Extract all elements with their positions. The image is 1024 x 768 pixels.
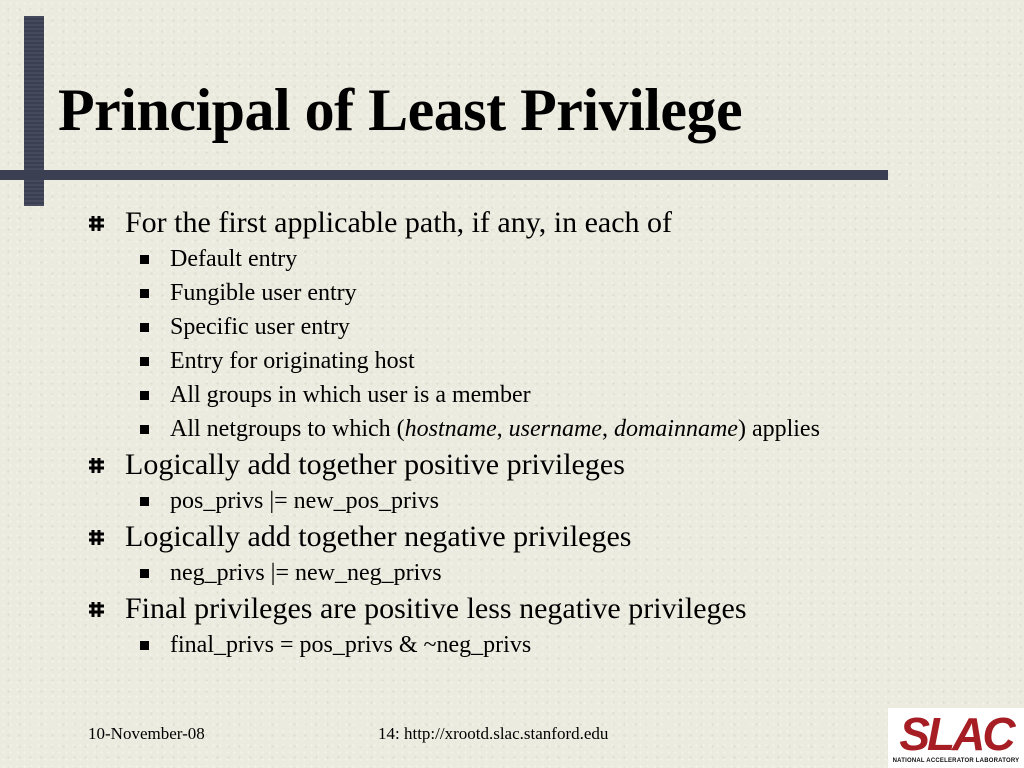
text-segment: , xyxy=(496,416,509,442)
italic-text: domainname xyxy=(613,416,738,442)
title-accent-horizontal-bar xyxy=(0,170,888,180)
logo-text: SLAC xyxy=(899,708,1013,760)
text-segment: All groups in which user is a member xyxy=(170,382,531,408)
text-segment: , xyxy=(601,416,614,442)
slide-title: Principal of Least Privilege xyxy=(58,77,743,143)
sub-bullet-item xyxy=(88,310,988,344)
text-segment: Logically add together positive privileges xyxy=(125,448,625,481)
logo-subtitle: NATIONAL ACCELERATOR LABORATORY xyxy=(892,758,1020,764)
square-bullet-icon xyxy=(140,255,149,264)
text-segment: For the first applicable path, if any, in each of xyxy=(125,206,673,239)
square-bullet-icon xyxy=(140,289,149,298)
sub-bullet-item xyxy=(88,412,988,446)
hash-bullet-icon xyxy=(88,215,105,232)
square-bullet-icon xyxy=(140,569,149,578)
sub-bullet-item xyxy=(88,344,988,378)
sub-bullet-item xyxy=(88,242,988,276)
text-segment: Fungible user entry xyxy=(170,280,357,306)
slide-content xyxy=(88,204,988,662)
sub-bullet-item xyxy=(88,378,988,412)
square-bullet-icon xyxy=(140,641,149,650)
square-bullet-icon xyxy=(140,357,149,366)
bullet-item xyxy=(88,446,988,484)
slac-logo xyxy=(888,708,1024,768)
footer-page-url: 14: http://xrootd.slac.stanford.edu xyxy=(378,724,609,743)
text-segment: All netgroups to which ( xyxy=(170,416,405,442)
square-bullet-icon xyxy=(140,323,149,332)
bullet-item xyxy=(88,204,988,242)
italic-text: username xyxy=(508,416,602,442)
text-segment: Final privileges are positive less negative privileges xyxy=(125,592,747,625)
text-segment: neg_privs |= new_neg_privs xyxy=(170,560,442,586)
sub-bullet-item xyxy=(88,556,988,590)
square-bullet-icon xyxy=(140,391,149,400)
text-segment: Specific user entry xyxy=(170,314,350,340)
bullet-item xyxy=(88,518,988,556)
hash-bullet-icon xyxy=(88,457,105,474)
hash-bullet-icon xyxy=(88,601,105,618)
text-segment: Entry for originating host xyxy=(170,348,415,374)
bullet-item xyxy=(88,590,988,628)
text-segment: final_privs = pos_privs & ~neg_privs xyxy=(170,632,532,658)
text-segment: Default entry xyxy=(170,246,298,272)
footer-date: 10-November-08 xyxy=(88,724,205,743)
sub-bullet-item xyxy=(88,276,988,310)
square-bullet-icon xyxy=(140,497,149,506)
sub-bullet-item xyxy=(88,484,988,518)
hash-bullet-icon xyxy=(88,529,105,546)
text-segment: Logically add together negative privileges xyxy=(125,520,632,553)
italic-text: hostname xyxy=(404,416,497,442)
sub-bullet-item xyxy=(88,628,988,662)
square-bullet-icon xyxy=(140,425,149,434)
text-segment: ) applies xyxy=(737,416,820,442)
text-segment: pos_privs |= new_pos_privs xyxy=(170,488,440,514)
